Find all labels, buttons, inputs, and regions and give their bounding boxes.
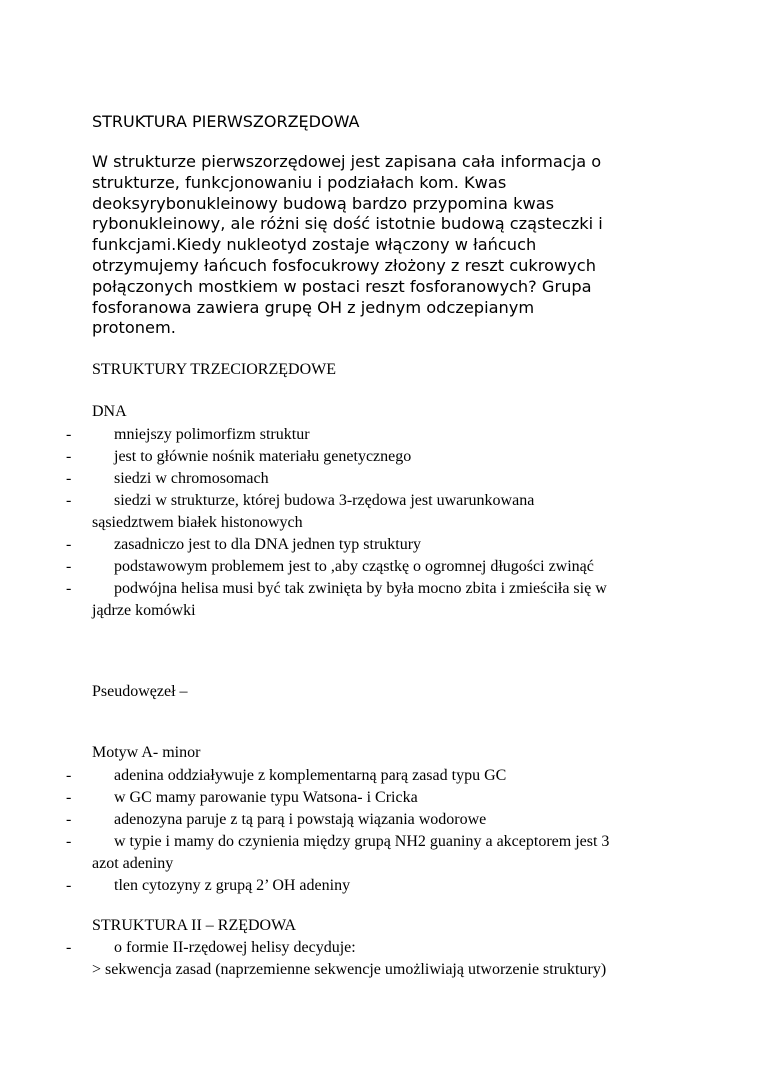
motif-item-text-continued: azot adeniny xyxy=(92,855,174,872)
dna-item-text: siedzi w strukturze, której budowa 3-rzędowa jest uwarunkowana xyxy=(114,492,535,509)
motif-item-text: tlen cytozyny z grupą 2’ OH adeniny xyxy=(114,877,351,894)
dna-item-text: jest to głównie nośnik materiału genetycznego xyxy=(114,448,412,465)
bullet-dash: - xyxy=(66,426,72,443)
intro-line: fosforanowa zawiera grupę OH z jednym odczepianym xyxy=(92,297,535,317)
motif-item-text: adenozyna paruje z tą parą i powstają wiązania wodorowe xyxy=(114,811,487,828)
motif-item-text: w typie i mamy do czynienia między grupą NH2 guaniny a akceptorem jest 3 xyxy=(114,833,610,850)
intro-line: otrzymujemy łańcuch fosfocukrowy złożony z reszt cukrowych xyxy=(92,255,596,275)
intro-line: deoksyrybonukleinowy budową bardzo przypomina kwas xyxy=(92,193,555,213)
bullet-dash: - xyxy=(66,536,72,553)
bullet-dash: - xyxy=(66,767,72,784)
bullet-dash: - xyxy=(66,492,72,509)
secondary-item-text: o formie II-rzędowej helisy decyduje: xyxy=(114,939,356,956)
secondary-sub-item: > sekwencja zasad (naprzemienne sekwencje umożliwiają utworzenie struktury) xyxy=(92,961,607,978)
motif-title: Motyw A- minor xyxy=(92,744,201,761)
intro-line: rybonukleinowy, ale różni się dość istotnie budową cząsteczki i xyxy=(92,214,603,234)
dna-item-text: siedzi w chromosomach xyxy=(114,470,269,487)
heading-tertiary-structures: STRUKTURY TRZECIORZĘDOWE xyxy=(92,361,336,378)
dna-item-text-continued: jądrze komówki xyxy=(92,602,196,619)
bullet-dash: - xyxy=(66,833,72,850)
secondary-title: STRUKTURA II – RZĘDOWA xyxy=(92,917,296,934)
bullet-dash: - xyxy=(66,877,72,894)
intro-line: W strukturze pierwszorzędowej jest zapisana cała informacja o xyxy=(92,152,602,171)
bullet-dash: - xyxy=(66,939,72,956)
dna-item-text: podstawowym problemem jest to ,aby cząstkę o ogromnej długości zwinąć xyxy=(114,558,594,575)
intro-line: strukturze, funkcjonowaniu i podziałach kom. Kwas xyxy=(92,172,507,192)
intro-paragraph xyxy=(92,152,682,339)
dna-title: DNA xyxy=(92,403,127,420)
bullet-dash: - xyxy=(66,789,72,806)
dna-item-text: zasadniczo jest to dla DNA jednen typ struktury xyxy=(114,536,422,553)
intro-line: funkcjami.Kiedy nukleotyd zostaje włączony w łańcuch xyxy=(92,235,537,255)
bullet-dash: - xyxy=(66,558,72,575)
pseudoknot-heading: Pseudowęzeł – xyxy=(92,683,188,700)
heading-primary-structure: STRUKTURA PIERWSZORZĘDOWA xyxy=(92,112,360,131)
motif-item-text: adenina oddziaływuje z komplementarną parą zasad typu GC xyxy=(114,767,507,784)
bullet-dash: - xyxy=(66,811,72,828)
dna-item-text: mniejszy polimorfizm struktur xyxy=(114,426,310,443)
bullet-dash: - xyxy=(66,448,72,465)
intro-line: protonem. xyxy=(92,318,176,338)
bullet-dash: - xyxy=(66,580,72,597)
motif-item-text: w GC mamy parowanie typu Watsona- i Cricka xyxy=(114,789,418,806)
bullet-dash: - xyxy=(66,470,72,487)
dna-item-text-continued: sąsiedztwem białek histonowych xyxy=(92,514,303,531)
dna-item-text: podwójna helisa musi być tak zwinięta by była mocno zbita i zmieściła się w xyxy=(114,580,607,597)
intro-line: połączonych mostkiem w postaci reszt fosforanowych? Grupa xyxy=(92,276,592,296)
